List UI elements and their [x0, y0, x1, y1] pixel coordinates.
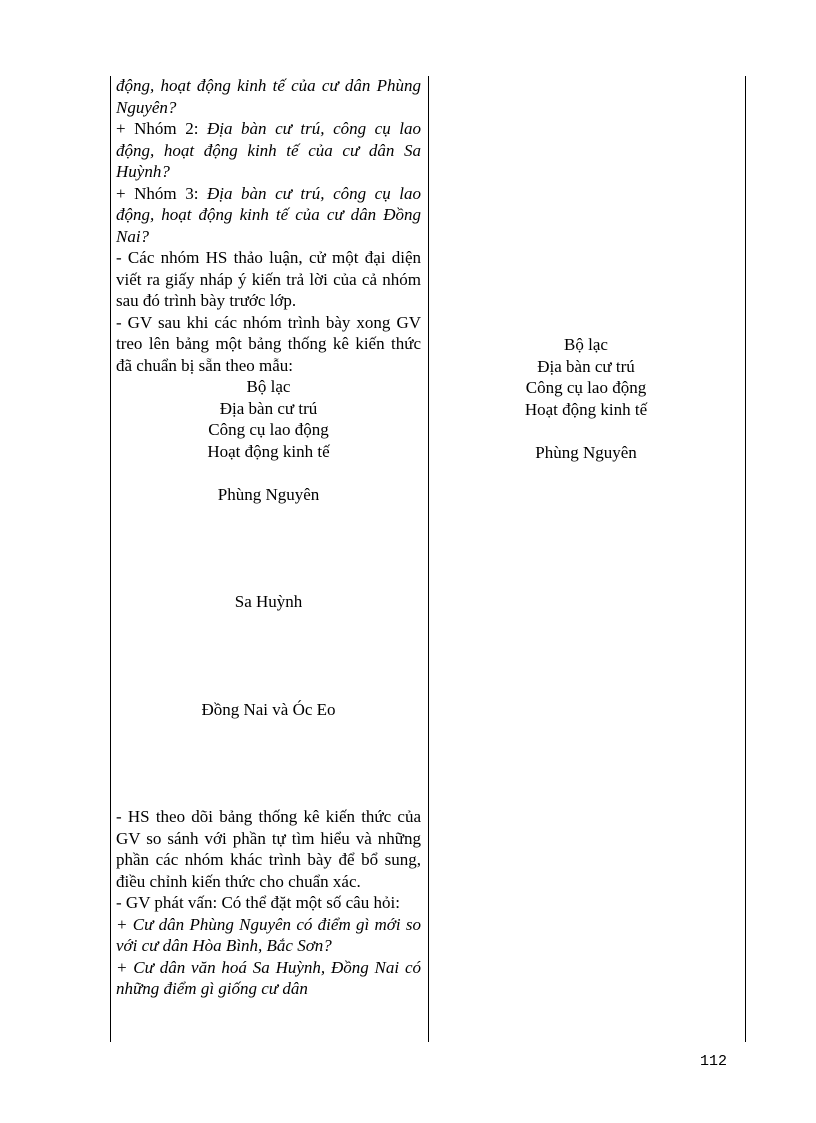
group-1-question-continued: động, hoạt động kinh tế của cư dân Phùng Nguyên? [116, 76, 421, 117]
tribe-dong-nai-oc-eo: Đồng Nai và Óc Eo [201, 699, 336, 719]
group-3-question [116, 183, 421, 248]
tribe-phung-nguyen: Phùng Nguyên [217, 484, 320, 504]
right-header-residence: Địa bàn cư trú [537, 356, 635, 376]
question-phung-nguyen: + Cư dân Phùng Nguyên có điểm gì mới so với cư dân Hòa Bình, Bắc Sơn? [116, 914, 421, 955]
table-template-headers [116, 376, 421, 462]
right-header-tribe: Bộ lạc [564, 335, 608, 354]
header-residence: Địa bàn cư trú [219, 398, 318, 418]
student-follow-instruction: - HS theo dõi bảng thống kê kiến thức của GV so sánh với phần tự tìm hiểu và những phần các nhóm khác trình bày để bổ sung, điều chỉnh kiến thức cho chuẩn xác. [116, 807, 421, 891]
page-number: 112 [700, 1053, 728, 1070]
knowledge-column [436, 334, 736, 463]
teacher-questioning-instruction: - GV phát vấn: Có thể đặt một số câu hỏi: [116, 893, 400, 912]
header-economy: Hoạt động kinh tế [207, 441, 330, 461]
teacher-table-instruction: - GV sau khi các nhóm trình bày xong GV treo lên bảng một bảng thống kê kiến thức đã chuẩn bị sẵn theo mẫu: [116, 312, 421, 375]
question-sa-huynh-dong-nai: + Cư dân văn hoá Sa Huỳnh, Đồng Nai có những điểm gì giống cư dân [116, 957, 421, 998]
group-2-label: + Nhóm 2: [116, 119, 207, 138]
right-header-tools: Công cụ lao động [525, 378, 647, 397]
header-tools: Công cụ lao động [208, 420, 329, 439]
right-tribe-phung-nguyen: Phùng Nguyên [535, 442, 637, 462]
group-3-text: Địa bàn cư trú, công cụ lao động, hoạt động kinh tế của cư dân Đồng Nai? [116, 183, 421, 246]
tribe-sa-huynh: Sa Huỳnh [234, 592, 303, 611]
header-tribe: Bộ lạc [246, 377, 291, 396]
table-border-left [110, 76, 111, 1042]
discussion-instruction: - Các nhóm HS thảo luận, cử một đại diện viết ra giấy nháp ý kiến trả lời của cả nhóm sau đó trình bày trước lớp. [116, 248, 421, 310]
group-2-question [116, 118, 421, 183]
teacher-student-activity-column [116, 75, 421, 1000]
group-2-text: Địa bàn cư trú, công cụ lao động, hoạt động kinh tế của cư dân Sa Huỳnh? [116, 119, 421, 181]
table-border-middle [428, 76, 429, 1042]
group-3-label: + Nhóm 3: [116, 183, 207, 203]
table-border-right [745, 76, 746, 1042]
right-header-economy: Hoạt động kinh tế [524, 399, 648, 419]
